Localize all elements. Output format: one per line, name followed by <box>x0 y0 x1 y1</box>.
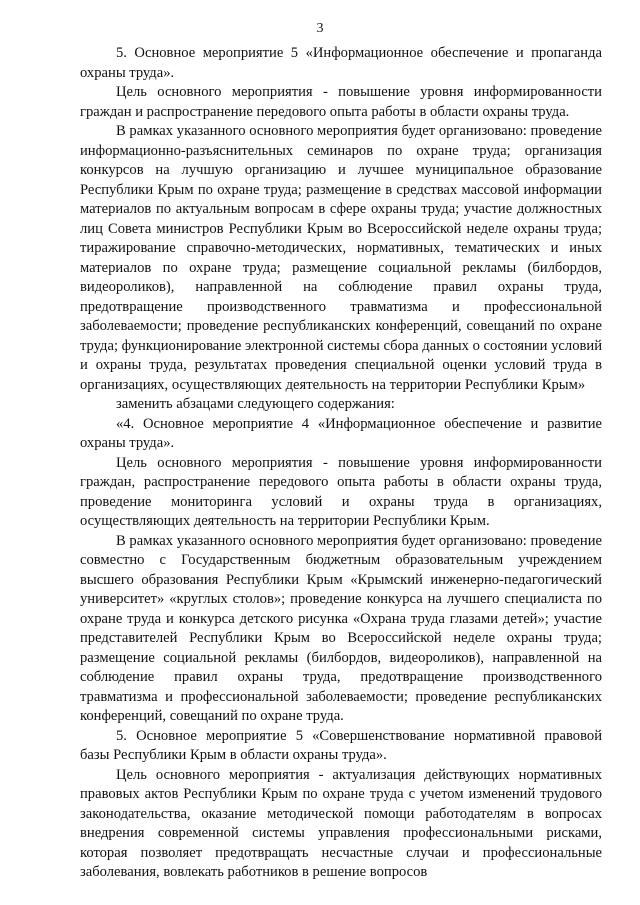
paragraph-goal-new: Цель основного мероприятия - повышение уровня информированности граждан, распространение передового опыта работы в области охраны труда, проведение мониторинга условий и охраны труда в организациях, осуществляющих деятельность на территории Республики Крым. <box>80 454 602 529</box>
paragraph-activities-new: В рамках указанного основного мероприятия будет организовано: проведение совместно с Государственным бюджетным образовательным учреждением высшего образования Республики Крым «Крымский инженерно-педагогический университет» «круглых столов»; проведение конкурса на лучшего специалиста по охране труда и конкурса детского рисунка «Охрана труда глазами детей»; участие представителей Республики Крым во Всероссийской неделе охраны труда; размещение социальной рекламы (билбордов, видеороликов), направленной на соблюдение правил охраны труда, предотвращение производственного травматизма и профессиональной заболеваемости; проведение республиканских конференций, совещаний по охране труда. <box>80 532 602 724</box>
paragraph-goal-old: Цель основного мероприятия - повышение уровня информированности граждан и распространение передового опыта работы в области охраны труда. <box>80 84 602 120</box>
paragraph-main-activity-5-new-title: 5. Основное мероприятие 5 «Совершенствование нормативной правовой базы Республики Крым в области охраны труда». <box>80 727 602 763</box>
paragraph-activities-old: В рамках указанного основного мероприятия будет организовано: проведение информационно-разъяснительных семинаров по охране труда; организация конкурсов на лучшую организацию и лучшее муниципальное образование Республики Крым по охране труда; размещение в средствах массовой информации материалов по актуальным вопросам в сфере охраны труда; участие должностных лиц Совета министров Республики Крым во Всероссийской неделе охраны труда; тиражирование справочно-методических, нормативных, тематических и иных материалов по охране труда; размещение социальной рекламы (билбордов, видеороликов), направленной на соблюдение правил охраны труда, предотвращение производственного травматизма и профессиональной заболеваемости; проведение республиканских конференций, совещаний по охране труда; функционирование электронной системы сбора данных о состоянии условий и охраны труда, результатах проведения специальной оценки условий труда в организациях, осуществляющих деятельность на территории Республики Крым» <box>80 123 602 393</box>
paragraph-main-activity-4-title: «4. Основное мероприятие 4 «Информационное обеспечение и развитие охраны труда». <box>80 415 602 451</box>
paragraph-replace-instruction: заменить абзацами следующего содержания: <box>116 396 395 412</box>
paragraph-main-activity-5-title: 5. Основное мероприятие 5 «Информационное обеспечение и пропаганда охраны труда». <box>80 45 602 81</box>
document-body <box>80 44 602 883</box>
paragraph-goal-regulatory: Цель основного мероприятия - актуализация действующих нормативных правовых актов Республики Крым по охране труда с учетом изменений трудового законодательства, оказание методической помощи работодателям в вопросах внедрения современной системы управления профессиональными рисками, которая позволяет предотвращать несчастные случаи и профессиональные заболевания, вовлекать работников в решение вопросов <box>80 766 602 880</box>
page-number: 3 <box>316 21 324 36</box>
